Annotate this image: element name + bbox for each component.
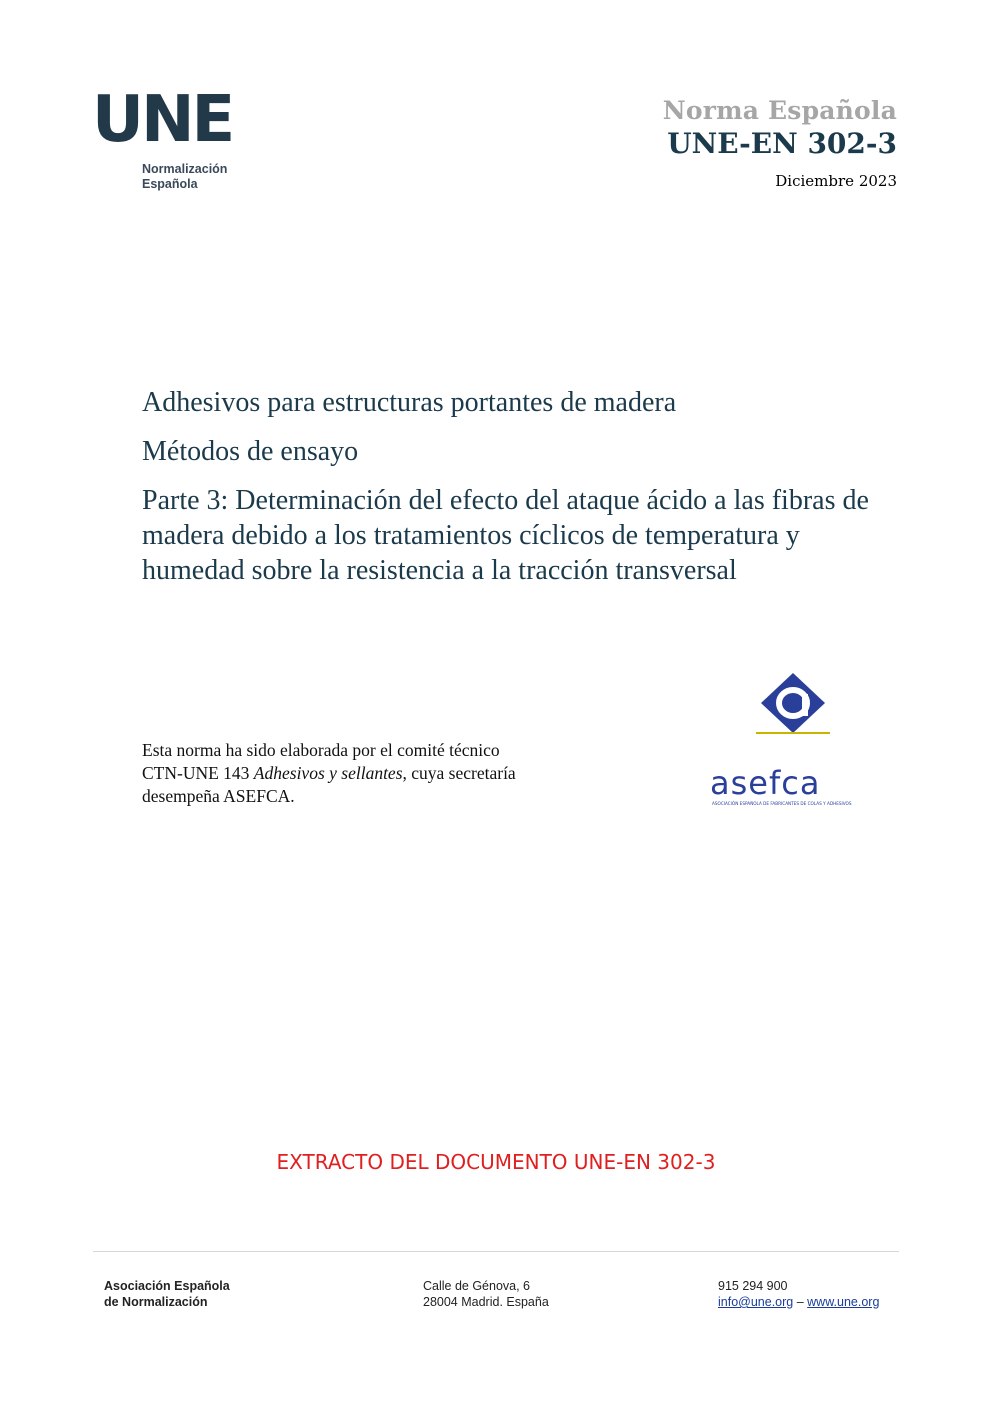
document-titles: [142, 385, 902, 588]
une-subtitle-line1: Normalización: [142, 162, 228, 176]
committee-name: Adhesivos y sellantes: [253, 763, 403, 783]
footer-address: [423, 1278, 549, 1310]
norma-label: Norma Española: [662, 96, 897, 125]
svg-text:UNE: UNE: [92, 90, 232, 150]
committee-line-2: [142, 762, 602, 785]
asefca-logo-icon: [706, 670, 876, 810]
footer-address-line1: Calle de Génova, 6: [423, 1279, 531, 1293]
title-line-1: Adhesivos para estructuras portantes de madera: [142, 387, 677, 418]
une-logo: [92, 90, 232, 200]
footer-org-line2: de Normalización: [104, 1295, 208, 1309]
committee-line-2-suffix: , cuya secretaría: [402, 763, 516, 783]
footer-phone: 915 294 900: [718, 1279, 788, 1293]
committee-line-1: Esta norma ha sido elaborada por el comité técnico: [142, 740, 500, 760]
committee-line-2-prefix: CTN-UNE 143: [142, 763, 254, 783]
title-line-2: Métodos de ensayo: [142, 436, 359, 467]
footer-address-line2: 28004 Madrid. España: [423, 1295, 549, 1309]
footer-contact: [718, 1278, 879, 1310]
standard-header: [663, 96, 897, 190]
email-link[interactable]: info@une.org: [718, 1295, 794, 1309]
footer-link-separator: –: [793, 1295, 808, 1309]
une-subtitle: [142, 162, 227, 192]
footer-org-line1: Asociación Española: [104, 1279, 230, 1293]
une-subtitle-line2: Española: [142, 177, 198, 191]
footer-organization: [104, 1278, 230, 1310]
footer-divider: [93, 1251, 899, 1252]
asefca-tagline: ASOCIACIÓN ESPAÑOLA DE FABRICANTES DE COLAS Y ADHESIVOS: [712, 801, 852, 806]
title-line-3: Parte 3: Determinación del efecto del ataque ácido a las fibras de madera debido a los tratamientos cíclicos de temperatura y humedad sobre la resistencia a la tracción transversal: [142, 485, 869, 586]
footer-links: [718, 1294, 879, 1310]
asefca-logo: [706, 670, 876, 810]
une-wordmark-icon: [92, 90, 232, 150]
publication-date: Diciembre 2023: [775, 172, 897, 190]
committee-line-3: desempeña ASEFCA.: [142, 786, 295, 806]
website-link[interactable]: www.une.org: [807, 1295, 880, 1309]
extract-notice: EXTRACTO DEL DOCUMENTO UNE-EN 302-3: [276, 1150, 716, 1174]
standard-code: UNE-EN 302-3: [667, 127, 897, 160]
committee-note: [142, 739, 602, 808]
asefca-wordmark: asefca: [710, 764, 821, 802]
